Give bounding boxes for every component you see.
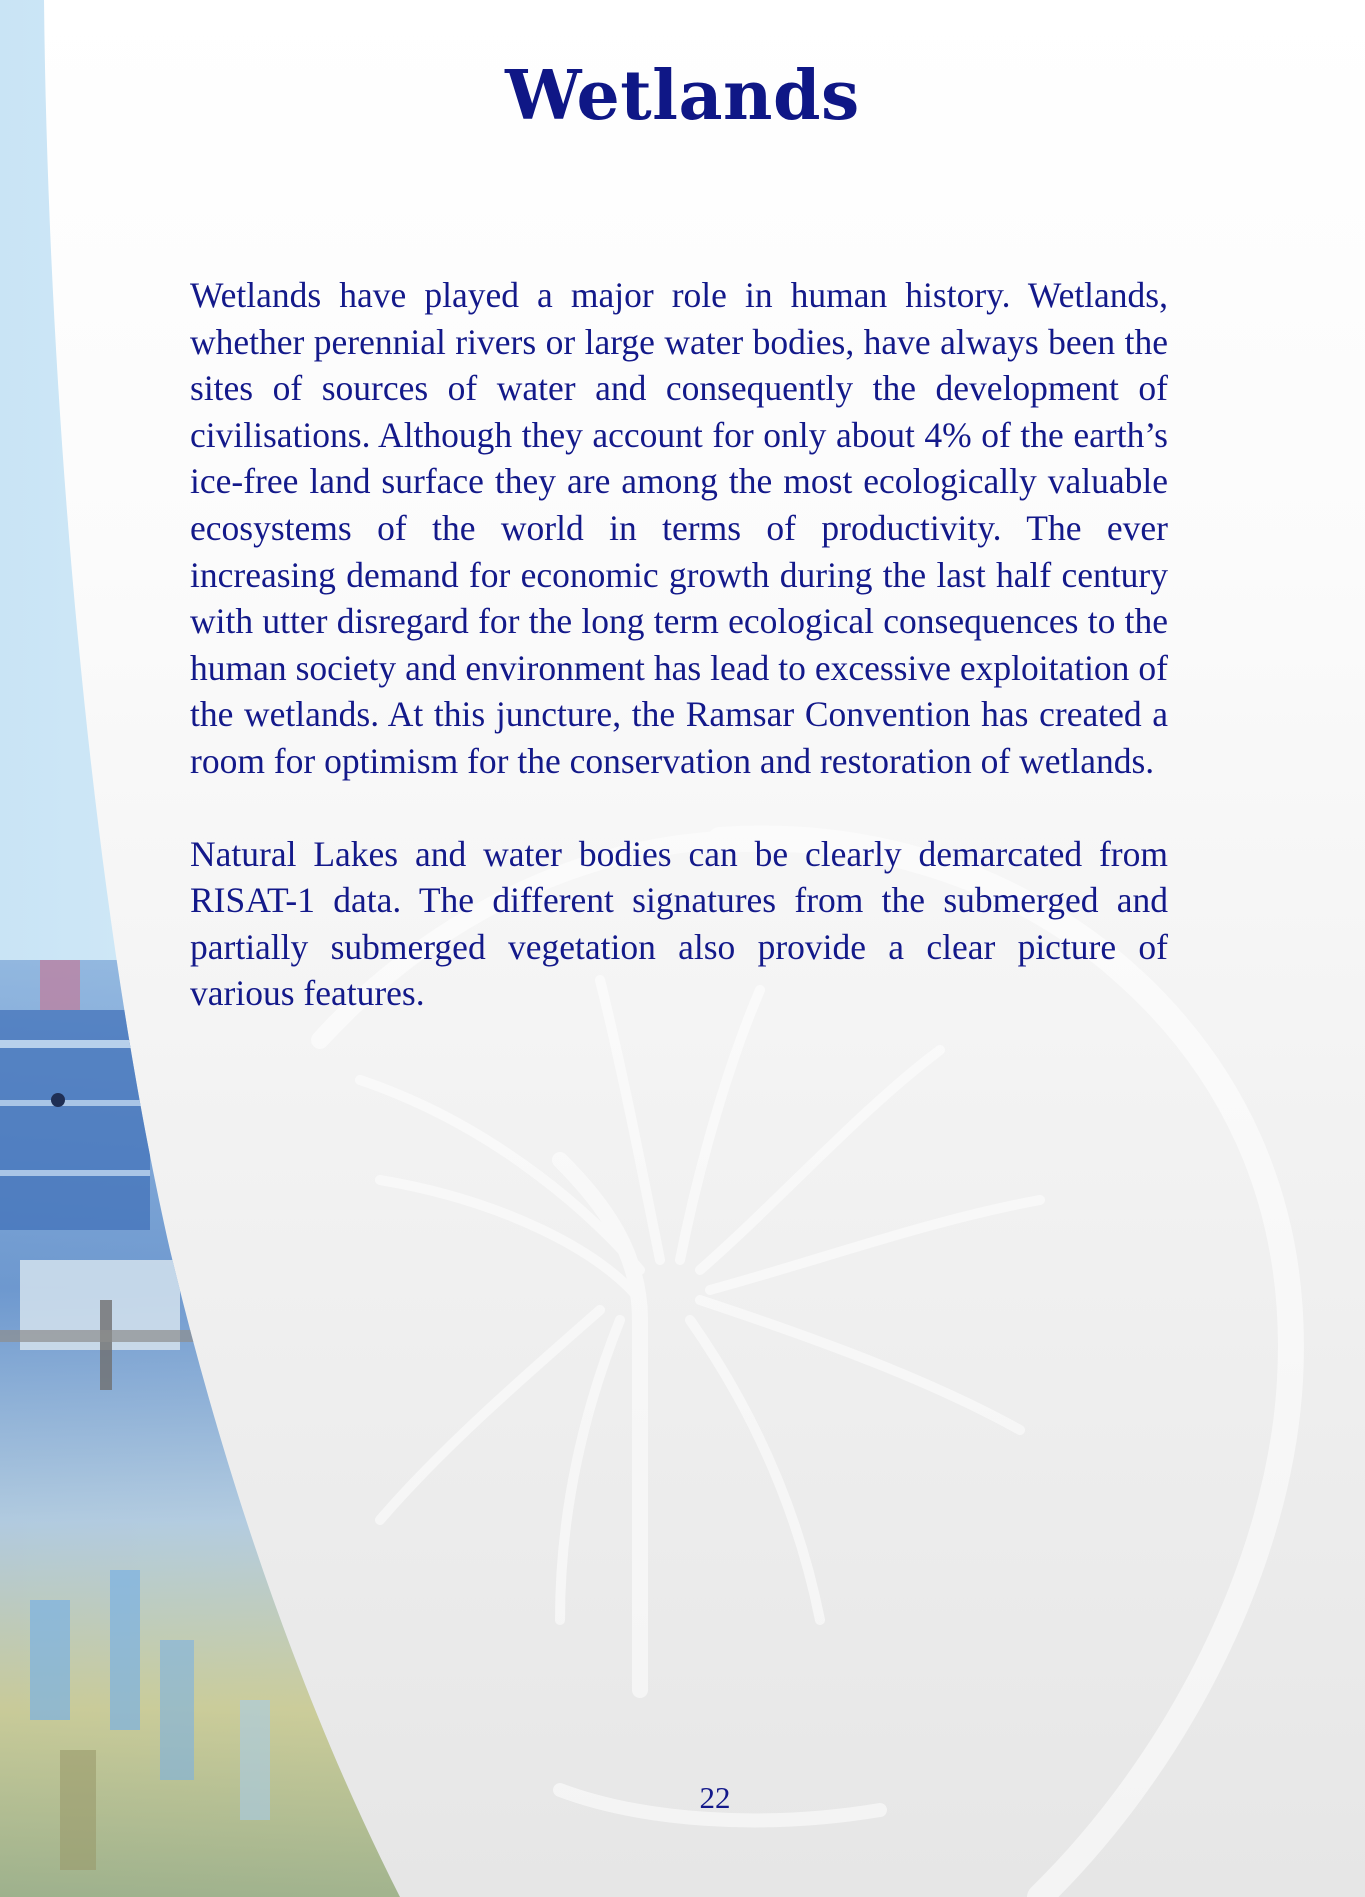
page-number: 22 [699, 1780, 731, 1815]
paragraph-2: Natural Lakes and water bodies can be clearly demarcated from RISAT-1 data. The different signatures from the submerged and partially submerged vegetation also provide a clear picture of various features. [190, 833, 1168, 1014]
page-title: Wetlands [505, 56, 860, 136]
side-photo [0, 960, 420, 1897]
paragraph-1: Wetlands have played a major role in human history. Wetlands, whether perennial rivers or large water bodies, have always been the sites of sources of water and consequently the development of civilisations. Although they account for only about 4% of the earth’s ice-free land surface they are among the most ecologically valuable ecosystems of the world in terms of productivity. The ever increasing demand for economic growth during the last half century with utter disregard for the long term ecological consequences to the human society and environment has lead to excessive exploitation of the wetlands. At this juncture, the Ramsar Convention has created a room for optimism for the conservation and restoration of wetlands. [190, 275, 1168, 781]
body-text [190, 272, 1168, 1017]
